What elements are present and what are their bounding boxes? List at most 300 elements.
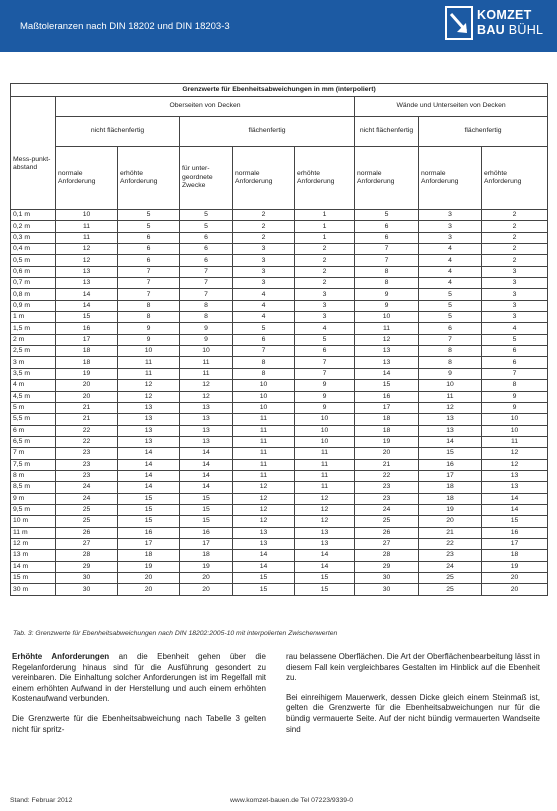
value-cell: 12 <box>355 334 419 345</box>
table-row <box>11 391 548 402</box>
value-cell: 6 <box>482 357 548 368</box>
value-cell: 9 <box>419 368 482 379</box>
distance-cell: 5,5 m <box>11 414 56 425</box>
value-cell: 30 <box>56 573 118 584</box>
value-cell: 13 <box>295 538 355 549</box>
value-cell: 16 <box>355 391 419 402</box>
value-cell: 10 <box>295 414 355 425</box>
table-row <box>11 414 548 425</box>
value-cell: 12 <box>118 380 180 391</box>
value-cell: 11 <box>233 414 295 425</box>
subheader-cell: erhöhte Anforderung <box>118 147 180 210</box>
value-cell: 22 <box>56 425 118 436</box>
table-row <box>11 346 548 357</box>
table-row <box>11 482 548 493</box>
value-cell: 10 <box>295 436 355 447</box>
value-cell: 14 <box>118 482 180 493</box>
value-cell: 2 <box>295 266 355 277</box>
value-cell: 14 <box>180 482 233 493</box>
value-cell: 14 <box>233 550 295 561</box>
table-row <box>11 470 548 481</box>
table-row <box>11 516 548 527</box>
value-cell: 3 <box>295 300 355 311</box>
value-cell: 14 <box>482 493 548 504</box>
table-row <box>11 561 548 572</box>
value-cell: 14 <box>180 448 233 459</box>
table-title: Grenzwerte für Ebenheitsabweichungen in mm (interpoliert) <box>11 84 548 97</box>
value-cell: 6 <box>180 232 233 243</box>
value-cell: 27 <box>56 538 118 549</box>
value-cell: 15 <box>180 493 233 504</box>
distance-cell: 6 m <box>11 425 56 436</box>
value-cell: 18 <box>118 550 180 561</box>
value-cell: 23 <box>355 482 419 493</box>
value-cell: 16 <box>482 527 548 538</box>
value-cell: 15 <box>180 504 233 515</box>
value-cell: 5 <box>180 210 233 221</box>
value-cell: 12 <box>295 504 355 515</box>
value-cell: 15 <box>118 504 180 515</box>
value-cell: 9 <box>482 402 548 413</box>
value-cell: 28 <box>56 550 118 561</box>
value-cell: 7 <box>180 278 233 289</box>
table-row <box>11 312 548 323</box>
value-cell: 11 <box>233 436 295 447</box>
distance-cell: 4,5 m <box>11 391 56 402</box>
value-cell: 29 <box>355 561 419 572</box>
value-cell: 14 <box>118 448 180 459</box>
table-row <box>11 550 548 561</box>
value-cell: 3 <box>295 289 355 300</box>
value-cell: 3 <box>233 266 295 277</box>
table-row <box>11 278 548 289</box>
table-row <box>11 255 548 266</box>
value-cell: 7 <box>355 244 419 255</box>
value-cell: 20 <box>56 380 118 391</box>
value-cell: 11 <box>56 221 118 232</box>
distance-cell: 9 m <box>11 493 56 504</box>
value-cell: 8 <box>355 266 419 277</box>
value-cell: 17 <box>180 538 233 549</box>
header-decken-nicht-flaechenfertig: nicht flächenfertig <box>56 117 180 147</box>
value-cell: 19 <box>355 436 419 447</box>
distance-cell: 2,5 m <box>11 346 56 357</box>
value-cell: 3 <box>419 232 482 243</box>
value-cell: 8 <box>419 346 482 357</box>
value-cell: 25 <box>419 573 482 584</box>
value-cell: 10 <box>482 425 548 436</box>
komzet-logo <box>445 6 553 46</box>
value-cell: 25 <box>56 516 118 527</box>
value-cell: 4 <box>233 289 295 300</box>
paragraph-mauerwerk: Bei einreihigem Mauerwerk, dessen Dicke gleich einem Steinmaß ist, gelten die Grenzwerte für die Ebenheitsabweichungen nur für die bündig vermauerte Seite. Auf der nicht bündig vermauerten Wandseite sind <box>286 692 540 734</box>
table-row <box>11 584 548 595</box>
value-cell: 5 <box>419 289 482 300</box>
value-cell: 13 <box>180 425 233 436</box>
subheader-cell: normale Anforderung <box>56 147 118 210</box>
paragraph-lead: Erhöhte Anforderungen <box>12 652 110 661</box>
value-cell: 9 <box>118 334 180 345</box>
value-cell: 20 <box>355 448 419 459</box>
value-cell: 13 <box>118 436 180 447</box>
distance-cell: 1 m <box>11 312 56 323</box>
header-waende-flaechenfertig: flächenfertig <box>419 117 548 147</box>
value-cell: 20 <box>118 573 180 584</box>
value-cell: 21 <box>355 459 419 470</box>
value-cell: 16 <box>118 527 180 538</box>
value-cell: 5 <box>118 221 180 232</box>
value-cell: 9 <box>118 323 180 334</box>
distance-cell: 2 m <box>11 334 56 345</box>
value-cell: 5 <box>180 221 233 232</box>
value-cell: 13 <box>419 414 482 425</box>
value-cell: 5 <box>355 210 419 221</box>
value-cell: 4 <box>482 323 548 334</box>
value-cell: 9 <box>295 402 355 413</box>
value-cell: 13 <box>118 414 180 425</box>
distance-cell: 0,4 m <box>11 244 56 255</box>
footer-stand: Stand: Februar 2012 <box>10 797 73 804</box>
header-waende-unterseiten: Wände und Unterseiten von Decken <box>355 97 548 117</box>
subheader-cell: erhöhte Anforderung <box>295 147 355 210</box>
table-row <box>11 357 548 368</box>
value-cell: 28 <box>355 550 419 561</box>
value-cell: 21 <box>56 402 118 413</box>
value-cell: 11 <box>295 448 355 459</box>
logo-arrow-icon <box>445 6 473 40</box>
value-cell: 6 <box>233 334 295 345</box>
value-cell: 18 <box>355 414 419 425</box>
text-column-left <box>12 652 266 744</box>
value-cell: 5 <box>295 334 355 345</box>
value-cell: 12 <box>482 459 548 470</box>
value-cell: 12 <box>56 255 118 266</box>
value-cell: 30 <box>56 584 118 595</box>
value-cell: 20 <box>482 573 548 584</box>
distance-cell: 0,2 m <box>11 221 56 232</box>
value-cell: 9 <box>355 289 419 300</box>
table-row <box>11 300 548 311</box>
value-cell: 11 <box>118 357 180 368</box>
value-cell: 20 <box>419 516 482 527</box>
value-cell: 11 <box>118 368 180 379</box>
value-cell: 9 <box>482 391 548 402</box>
value-cell: 14 <box>355 368 419 379</box>
value-cell: 3 <box>419 221 482 232</box>
distance-cell: 8 m <box>11 470 56 481</box>
value-cell: 13 <box>118 425 180 436</box>
value-cell: 18 <box>482 550 548 561</box>
value-cell: 8 <box>118 312 180 323</box>
logo-text-bau-buehl: BAU BÜHL <box>477 23 544 37</box>
value-cell: 12 <box>233 493 295 504</box>
value-cell: 8 <box>355 278 419 289</box>
value-cell: 13 <box>482 470 548 481</box>
value-cell: 11 <box>233 448 295 459</box>
table-row <box>11 289 548 300</box>
value-cell: 10 <box>233 391 295 402</box>
value-cell: 4 <box>295 323 355 334</box>
value-cell: 17 <box>355 402 419 413</box>
value-cell: 9 <box>355 300 419 311</box>
table-caption: Tab. 3: Grenzwerte für Ebenheitsabweichungen nach DIN 18202:2005-10 mit interpolierten Zwischenwerten <box>13 630 338 637</box>
value-cell: 26 <box>355 527 419 538</box>
value-cell: 13 <box>180 402 233 413</box>
value-cell: 22 <box>56 436 118 447</box>
value-cell: 2 <box>233 221 295 232</box>
value-cell: 2 <box>295 244 355 255</box>
value-cell: 16 <box>180 527 233 538</box>
value-cell: 12 <box>233 504 295 515</box>
value-cell: 13 <box>355 357 419 368</box>
value-cell: 14 <box>56 289 118 300</box>
distance-cell: 5 m <box>11 402 56 413</box>
distance-cell: 14 m <box>11 561 56 572</box>
value-cell: 13 <box>233 527 295 538</box>
value-cell: 14 <box>295 561 355 572</box>
value-cell: 7 <box>482 368 548 379</box>
distance-cell: 0,1 m <box>11 210 56 221</box>
value-cell: 18 <box>419 482 482 493</box>
value-cell: 11 <box>295 470 355 481</box>
paragraph-erhoehte-anforderungen: Erhöhte Anforderungen an die Ebenheit gehen über die Regelanforderung hinaus sind für die Ausführung gesondert zu vereinbaren. Die Einhaltung solcher Anforderungen ist im Regelfall mit einem erhöhten Aufwand in der Herstellung und auch einem erhöhten Kostenaufwand verbunden. <box>12 652 266 704</box>
value-cell: 10 <box>355 312 419 323</box>
value-cell: 15 <box>355 380 419 391</box>
distance-cell: 0,7 m <box>11 278 56 289</box>
value-cell: 11 <box>482 436 548 447</box>
value-cell: 12 <box>118 391 180 402</box>
value-cell: 7 <box>233 346 295 357</box>
value-cell: 19 <box>482 561 548 572</box>
value-cell: 24 <box>355 504 419 515</box>
value-cell: 18 <box>419 493 482 504</box>
distance-cell: 3,5 m <box>11 368 56 379</box>
table-row <box>11 334 548 345</box>
value-cell: 3 <box>482 278 548 289</box>
value-cell: 30 <box>355 584 419 595</box>
value-cell: 2 <box>482 255 548 266</box>
value-cell: 9 <box>180 323 233 334</box>
value-cell: 9 <box>295 391 355 402</box>
value-cell: 7 <box>118 289 180 300</box>
value-cell: 1 <box>295 232 355 243</box>
distance-cell: 0,8 m <box>11 289 56 300</box>
value-cell: 7 <box>180 266 233 277</box>
value-cell: 13 <box>56 278 118 289</box>
value-cell: 4 <box>233 312 295 323</box>
subheader-cell: erhöhte Anforderung <box>482 147 548 210</box>
value-cell: 23 <box>419 550 482 561</box>
value-cell: 17 <box>56 334 118 345</box>
value-cell: 21 <box>56 414 118 425</box>
value-cell: 19 <box>56 368 118 379</box>
value-cell: 16 <box>419 459 482 470</box>
distance-cell: 8,5 m <box>11 482 56 493</box>
value-cell: 2 <box>482 210 548 221</box>
value-cell: 14 <box>295 550 355 561</box>
value-cell: 18 <box>180 550 233 561</box>
header-oberseiten-decken: Oberseiten von Decken <box>56 97 355 117</box>
value-cell: 27 <box>355 538 419 549</box>
value-cell: 14 <box>118 470 180 481</box>
value-cell: 3 <box>295 312 355 323</box>
value-cell: 29 <box>56 561 118 572</box>
value-cell: 11 <box>233 425 295 436</box>
value-cell: 3 <box>419 210 482 221</box>
table-row <box>11 221 548 232</box>
value-cell: 25 <box>419 584 482 595</box>
value-cell: 10 <box>118 346 180 357</box>
value-cell: 6 <box>118 244 180 255</box>
value-cell: 25 <box>56 504 118 515</box>
value-cell: 7 <box>295 368 355 379</box>
value-cell: 6 <box>180 244 233 255</box>
value-cell: 8 <box>118 300 180 311</box>
value-cell: 15 <box>233 573 295 584</box>
value-cell: 24 <box>56 493 118 504</box>
distance-cell: 7 m <box>11 448 56 459</box>
value-cell: 5 <box>482 334 548 345</box>
value-cell: 12 <box>482 448 548 459</box>
distance-cell: 30 m <box>11 584 56 595</box>
value-cell: 8 <box>180 300 233 311</box>
value-cell: 12 <box>180 380 233 391</box>
value-cell: 7 <box>118 266 180 277</box>
table-row <box>11 538 548 549</box>
value-cell: 23 <box>56 470 118 481</box>
value-cell: 11 <box>233 470 295 481</box>
value-cell: 11 <box>295 459 355 470</box>
table-row <box>11 210 548 221</box>
value-cell: 25 <box>355 516 419 527</box>
value-cell: 6 <box>482 346 548 357</box>
header-waende-nicht-flaechenfertig: nicht flächenfertig <box>355 117 419 147</box>
value-cell: 2 <box>295 255 355 266</box>
value-cell: 12 <box>295 493 355 504</box>
value-cell: 7 <box>118 278 180 289</box>
paragraph-grenzwerte: Die Grenzwerte für die Ebenheitsabweichung nach Tabelle 3 gelten nicht für spritz- <box>12 713 266 734</box>
subheader-cell: normale Anforderung <box>419 147 482 210</box>
table-row <box>11 504 548 515</box>
value-cell: 12 <box>233 516 295 527</box>
value-cell: 16 <box>56 323 118 334</box>
value-cell: 12 <box>295 516 355 527</box>
value-cell: 23 <box>355 493 419 504</box>
value-cell: 14 <box>180 470 233 481</box>
value-cell: 22 <box>355 470 419 481</box>
value-cell: 12 <box>233 482 295 493</box>
value-cell: 11 <box>56 232 118 243</box>
distance-cell: 11 m <box>11 527 56 538</box>
value-cell: 13 <box>180 436 233 447</box>
value-cell: 12 <box>180 391 233 402</box>
value-cell: 18 <box>56 357 118 368</box>
value-cell: 15 <box>295 573 355 584</box>
value-cell: 6 <box>355 232 419 243</box>
value-cell: 8 <box>180 312 233 323</box>
distance-cell: 3 m <box>11 357 56 368</box>
value-cell: 19 <box>180 561 233 572</box>
table-row <box>11 425 548 436</box>
value-cell: 7 <box>295 357 355 368</box>
value-cell: 19 <box>419 504 482 515</box>
table-row <box>11 244 548 255</box>
value-cell: 20 <box>482 584 548 595</box>
distance-cell: 6,5 m <box>11 436 56 447</box>
value-cell: 2 <box>482 232 548 243</box>
value-cell: 14 <box>56 300 118 311</box>
value-cell: 3 <box>482 266 548 277</box>
value-cell: 14 <box>118 459 180 470</box>
value-cell: 5 <box>419 312 482 323</box>
value-cell: 17 <box>419 470 482 481</box>
value-cell: 18 <box>56 346 118 357</box>
value-cell: 15 <box>118 493 180 504</box>
value-cell: 13 <box>180 414 233 425</box>
value-cell: 17 <box>482 538 548 549</box>
table-row <box>11 266 548 277</box>
value-cell: 13 <box>419 425 482 436</box>
subheader-cell: für unter-geordnete Zwecke <box>180 147 233 210</box>
value-cell: 2 <box>482 244 548 255</box>
value-cell: 10 <box>295 425 355 436</box>
value-cell: 14 <box>419 436 482 447</box>
table-row <box>11 448 548 459</box>
table-row <box>11 323 548 334</box>
value-cell: 4 <box>419 278 482 289</box>
value-cell: 6 <box>355 221 419 232</box>
footer-contact: www.komzet-bauen.de Tel 07223/9339-0 <box>230 797 354 804</box>
value-cell: 10 <box>233 402 295 413</box>
table-row <box>11 573 548 584</box>
value-cell: 11 <box>180 368 233 379</box>
value-cell: 18 <box>355 425 419 436</box>
value-cell: 10 <box>180 346 233 357</box>
value-cell: 6 <box>295 346 355 357</box>
value-cell: 2 <box>233 232 295 243</box>
value-cell: 22 <box>419 538 482 549</box>
value-cell: 3 <box>233 278 295 289</box>
table-row <box>11 436 548 447</box>
distance-cell: 15 m <box>11 573 56 584</box>
value-cell: 1 <box>295 210 355 221</box>
value-cell: 4 <box>419 255 482 266</box>
value-cell: 24 <box>56 482 118 493</box>
value-cell: 20 <box>56 391 118 402</box>
value-cell: 15 <box>118 516 180 527</box>
header-title: Maßtoleranzen nach DIN 18202 und DIN 18203-3 <box>20 21 230 32</box>
value-cell: 20 <box>118 584 180 595</box>
table-row <box>11 232 548 243</box>
value-cell: 13 <box>295 527 355 538</box>
value-cell: 15 <box>482 516 548 527</box>
value-cell: 11 <box>233 459 295 470</box>
table-row <box>11 380 548 391</box>
value-cell: 7 <box>180 289 233 300</box>
value-cell: 8 <box>233 357 295 368</box>
value-cell: 11 <box>180 357 233 368</box>
subheader-cell: normale Anforderung <box>233 147 295 210</box>
value-cell: 3 <box>482 300 548 311</box>
value-cell: 10 <box>56 210 118 221</box>
value-cell: 20 <box>180 584 233 595</box>
value-cell: 20 <box>180 573 233 584</box>
value-cell: 24 <box>419 561 482 572</box>
value-cell: 10 <box>233 380 295 391</box>
value-cell: 23 <box>56 459 118 470</box>
logo-text-komzet: KOMZET <box>477 8 532 22</box>
table-row <box>11 368 548 379</box>
